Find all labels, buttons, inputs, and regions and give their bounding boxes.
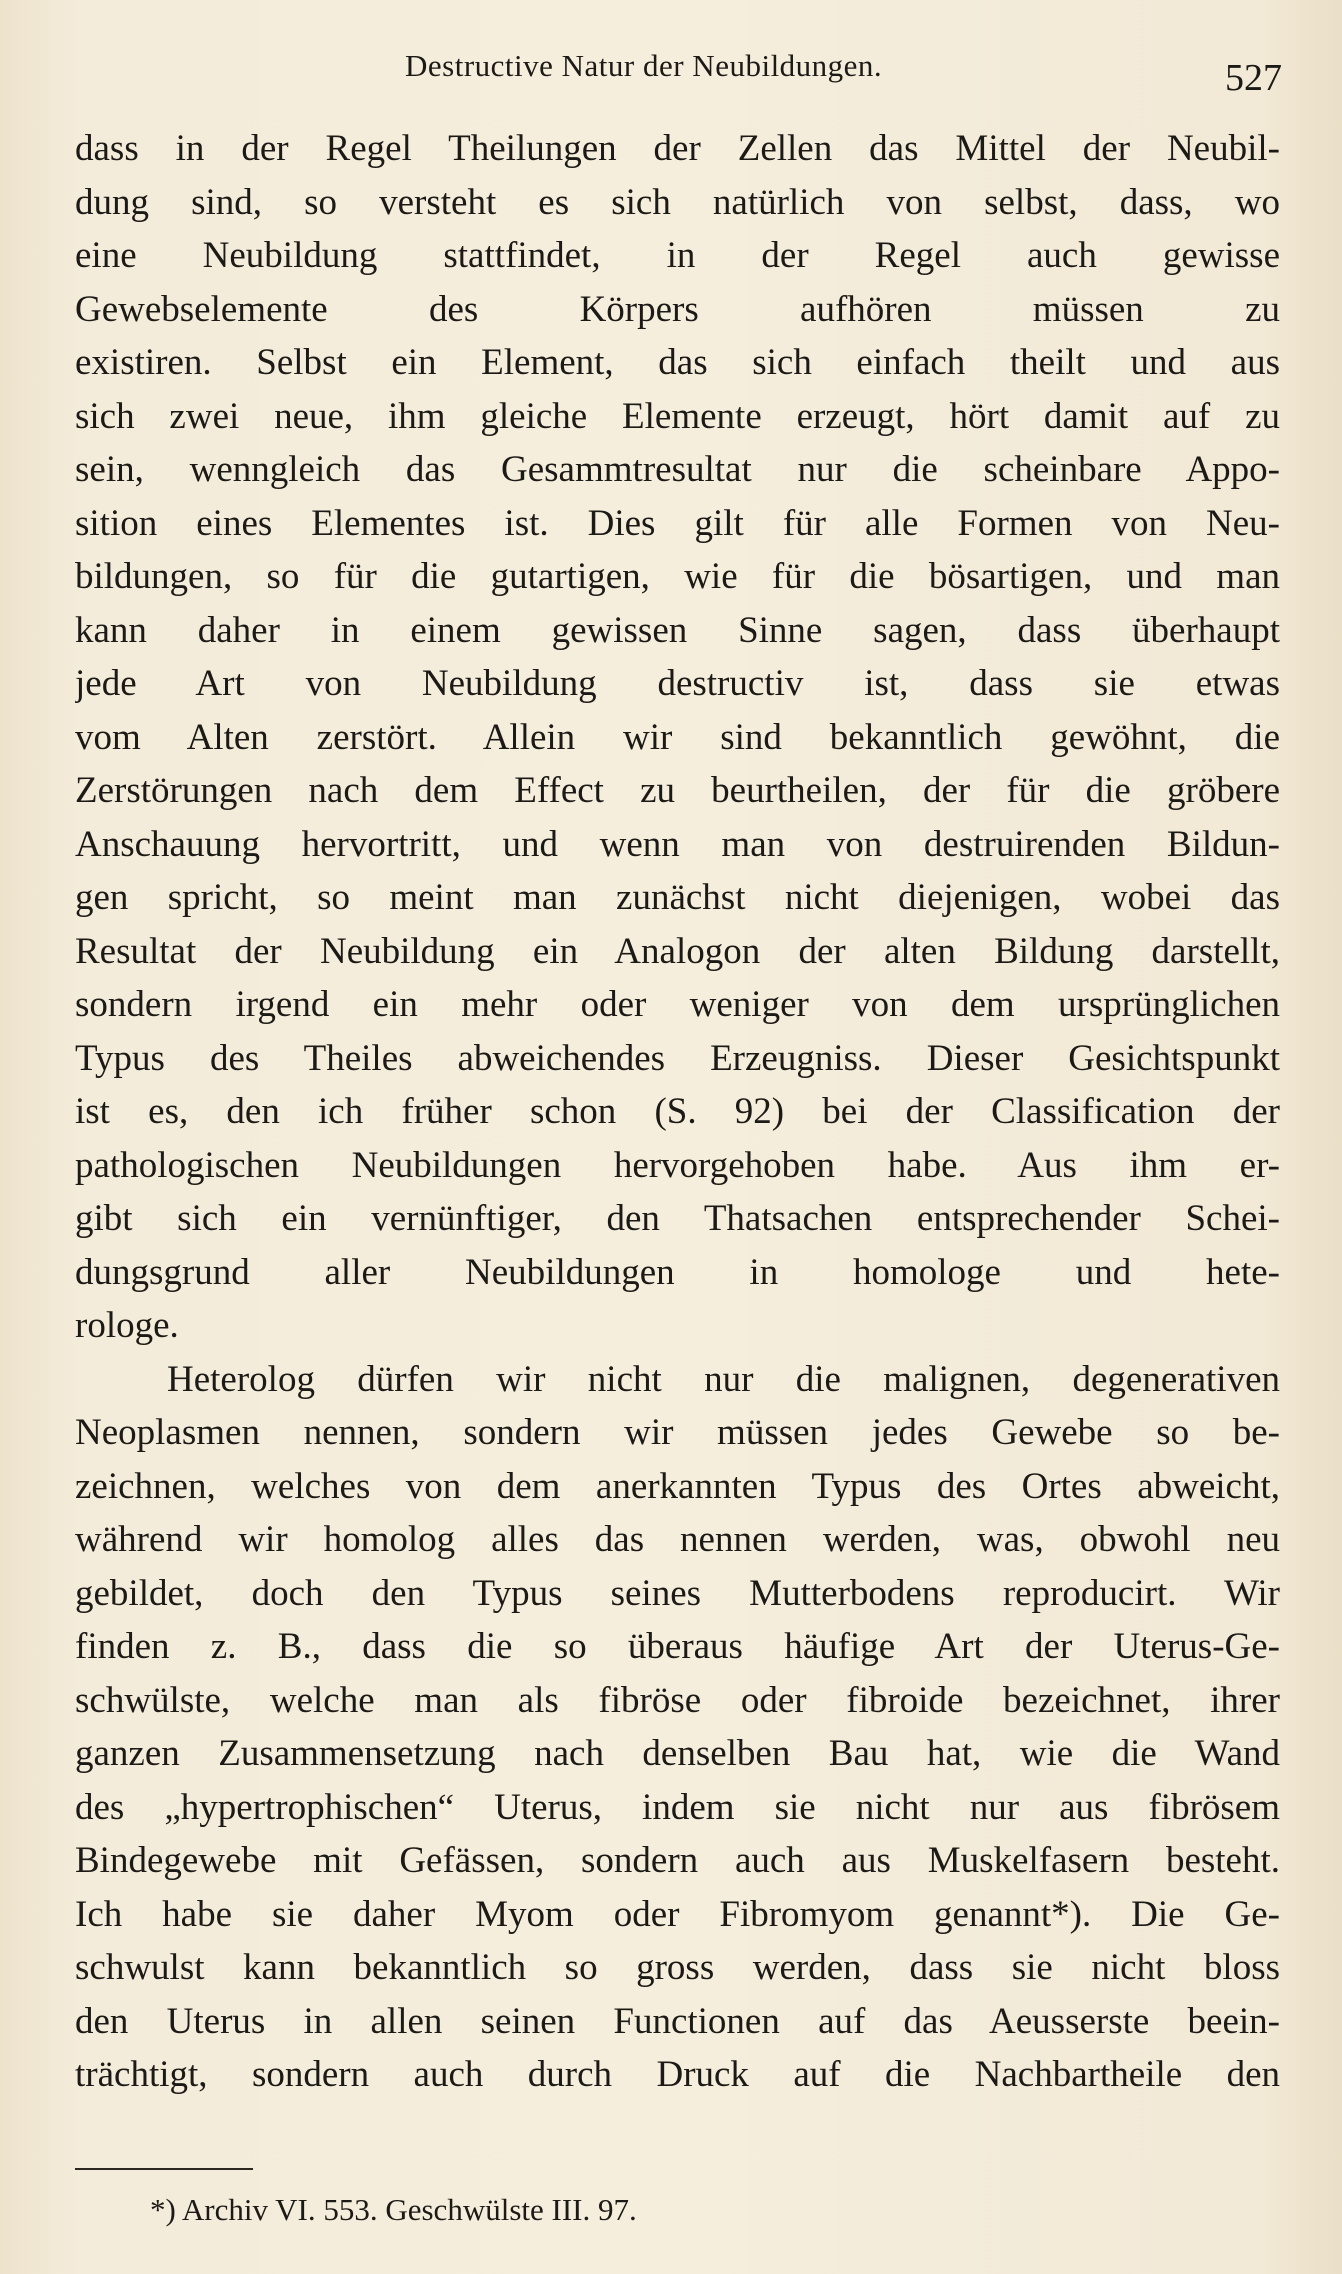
text-line: Heterolog dürfen wir nicht nur die malignen, degenerativen xyxy=(167,1358,1280,1400)
text-line: gen spricht, so meint man zunächst nicht diejenigen, wobei das xyxy=(75,877,1280,918)
text-line: Typus des Theiles abweichendes Erzeugniss. Dieser Gesichtspunkt xyxy=(75,1037,1280,1079)
footnote: *) Archiv VI. 553. Geschwülste III. 97. xyxy=(150,2192,637,2227)
text-line: trächtigt, sondern auch durch Druck auf die Nachbartheile den xyxy=(75,2054,1280,2095)
text-line: ganzen Zusammensetzung nach denselben Bau hat, wie die Wand xyxy=(75,1733,1280,1774)
text-line: sich zwei neue, ihm gleiche Elemente erzeugt, hört damit auf zu xyxy=(75,395,1280,437)
text-line: existiren. Selbst ein Element, das sich einfach theilt und aus xyxy=(75,342,1280,383)
text-line: Neoplasmen nennen, sondern wir müssen jedes Gewebe so be- xyxy=(75,1412,1280,1453)
page-number: 527 xyxy=(1225,57,1282,99)
text-line: während wir homolog alles das nennen werden, was, obwohl neu xyxy=(75,1519,1280,1560)
text-line: dungsgrund aller Neubildungen in homologe und hete- xyxy=(75,1251,1280,1293)
text-line: Gewebselemente des Körpers aufhören müssen zu xyxy=(75,288,1280,330)
text-line: dung sind, so versteht es sich natürlich von selbst, dass, wo xyxy=(75,181,1280,223)
text-line: sondern irgend ein mehr oder weniger von dem ursprünglichen xyxy=(75,984,1280,1025)
text-line: schwülste, welche man als fibröse oder fibroide bezeichnet, ihrer xyxy=(75,1679,1280,1721)
text-line: Ich habe sie daher Myom oder Fibromyom genannt*). Die Ge- xyxy=(75,1893,1280,1935)
page-header xyxy=(75,42,1282,102)
text-line: schwulst kann bekanntlich so gross werden, dass sie nicht bloss xyxy=(75,1947,1280,1988)
text-line: vom Alten zerstört. Allein wir sind bekanntlich gewöhnt, die xyxy=(75,716,1280,758)
text-line: rologe. xyxy=(75,1305,179,1346)
body-text xyxy=(75,122,1280,2102)
text-line: kann daher in einem gewissen Sinne sagen, dass überhaupt xyxy=(75,609,1280,651)
footnote-divider xyxy=(75,2168,253,2170)
text-line: bildungen, so für die gutartigen, wie für die bösartigen, und man xyxy=(75,556,1280,597)
text-line: Anschauung hervortritt, und wenn man von destruirenden Bildun- xyxy=(75,823,1280,865)
running-title: Destructive Natur der Neubildungen. xyxy=(405,48,883,83)
text-line: finden z. B., dass die so überaus häufige Art der Uterus-Ge- xyxy=(75,1626,1280,1667)
text-line: Resultat der Neubildung ein Analogon der alten Bildung darstellt, xyxy=(75,930,1280,972)
text-line: Bindegewebe mit Gefässen, sondern auch aus Muskelfasern besteht. xyxy=(75,1840,1280,1881)
text-line: den Uterus in allen seinen Functionen auf das Aeusserste beein- xyxy=(75,2000,1280,2042)
text-line: sein, wenngleich das Gesammtresultat nur die scheinbare Appo- xyxy=(75,449,1280,490)
text-line: gebildet, doch den Typus seines Mutterbodens reproducirt. Wir xyxy=(75,1572,1280,1614)
text-line: ist es, den ich früher schon (S. 92) bei der Classification der xyxy=(75,1091,1280,1132)
text-line: sition eines Elementes ist. Dies gilt für alle Formen von Neu- xyxy=(75,502,1280,544)
text-line: gibt sich ein vernünftiger, den Thatsachen entsprechender Schei- xyxy=(75,1198,1280,1239)
text-line: pathologischen Neubildungen hervorgehoben habe. Aus ihm er- xyxy=(75,1144,1280,1186)
text-line: zeichnen, welches von dem anerkannten Typus des Ortes abweicht, xyxy=(75,1465,1280,1507)
text-line: eine Neubildung stattfindet, in der Regel auch gewisse xyxy=(75,235,1280,276)
text-line: Zerstörungen nach dem Effect zu beurtheilen, der für die gröbere xyxy=(75,770,1280,811)
text-line: jede Art von Neubildung destructiv ist, dass sie etwas xyxy=(75,663,1280,704)
text-line: des „hypertrophischen“ Uterus, indem sie nicht nur aus fibrösem xyxy=(75,1786,1280,1828)
text-line: dass in der Regel Theilungen der Zellen das Mittel der Neubil- xyxy=(75,128,1280,169)
